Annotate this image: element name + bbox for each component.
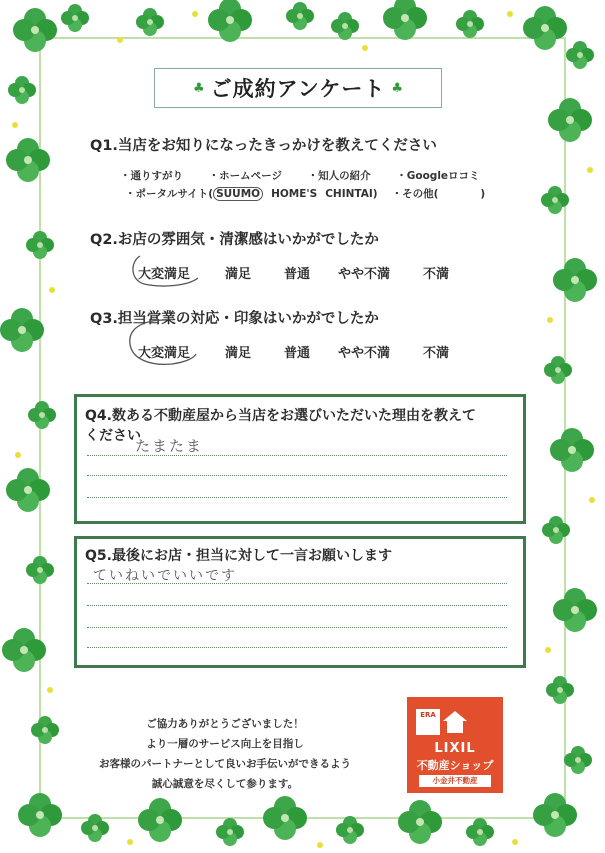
clover-icon: ♣ (391, 80, 404, 96)
q5-answer[interactable]: ていねいでいいです (93, 568, 237, 584)
q3-option[interactable]: 満足 (225, 346, 252, 361)
footer-thanks: ご協力ありがとうございました！ (146, 718, 304, 730)
logo-store-name: 小金井不動産 (419, 775, 491, 787)
clover-icon: ♣ (192, 80, 205, 96)
q3-option-selected[interactable]: 大変満足 (138, 346, 191, 361)
q3-option[interactable]: 普通 (284, 346, 311, 361)
footer-line: より一層のサービス向上を目指し (146, 738, 304, 750)
q2-option[interactable]: やや不満 (338, 267, 391, 282)
q1-option-selected[interactable]: SUUMO (213, 187, 263, 201)
answer-line (87, 455, 507, 456)
q1-option-close: ) (480, 188, 486, 200)
q1-options-row1 (120, 168, 480, 183)
title-box (154, 68, 442, 108)
q2-option[interactable]: 普通 (284, 267, 311, 282)
q2-selection-circle (128, 252, 202, 288)
q3-option[interactable]: 不満 (423, 346, 450, 361)
q4-answer[interactable]: たまたま (135, 437, 204, 455)
logo-shop-name: 不動産ショップ (416, 759, 494, 772)
page-title: ご成約アンケート (210, 77, 386, 101)
answer-line (87, 647, 507, 648)
q1-option[interactable]: CHINTAI) (325, 188, 378, 200)
q1-option[interactable]: ・知人の紹介 (307, 170, 371, 182)
answer-line (87, 627, 507, 628)
house-icon (443, 711, 467, 721)
q4-answer-box (74, 394, 526, 524)
answer-line (87, 475, 507, 476)
footer-line: お客様のパートナーとして良いお手伝いができるよう (99, 758, 351, 770)
q2-option[interactable]: 満足 (225, 267, 252, 282)
q3-option[interactable]: やや不満 (338, 346, 391, 361)
q5-answer-box (74, 536, 526, 668)
q2-option[interactable]: 不満 (423, 267, 450, 282)
q1-option[interactable]: ・その他( (391, 188, 439, 200)
footer-line: 誠心誠意を尽くして参ります。 (151, 778, 299, 790)
q4-question-line1: Q4.数ある不動産屋から当店をお選びいただいた理由を教えて (85, 408, 476, 424)
q1-options-row2 (125, 186, 485, 201)
q1-question: Q1.当店をお知りになったきっかけを教えてください (90, 138, 437, 154)
q3-selection-circle (126, 316, 200, 370)
answer-line (87, 583, 507, 584)
q4-question-line2: ください (85, 428, 141, 444)
q2-option-selected[interactable]: 大変満足 (138, 267, 191, 282)
q1-option[interactable]: HOME'S (271, 188, 318, 200)
lixil-logo (407, 697, 503, 793)
q1-option[interactable]: ・ポータルサイト( (125, 188, 214, 200)
era-badge: ERA (416, 709, 440, 735)
q1-option[interactable]: ・Googleロコミ (396, 170, 480, 182)
q1-option[interactable]: ・ホームページ (208, 170, 282, 182)
answer-line (87, 497, 507, 498)
q5-question: Q5.最後にお店・担当に対して一言お願いします (85, 548, 392, 564)
answer-line (87, 605, 507, 606)
house-icon-body (447, 721, 463, 733)
logo-brand: LIXIL (434, 741, 476, 756)
q2-question: Q2.お店の雰囲気・清潔感はいかがでしたか (90, 232, 379, 248)
q3-question: Q3.担当営業の対応・印象はいかがでしたか (90, 311, 379, 327)
q1-option[interactable]: ・通りすがり (120, 170, 183, 182)
